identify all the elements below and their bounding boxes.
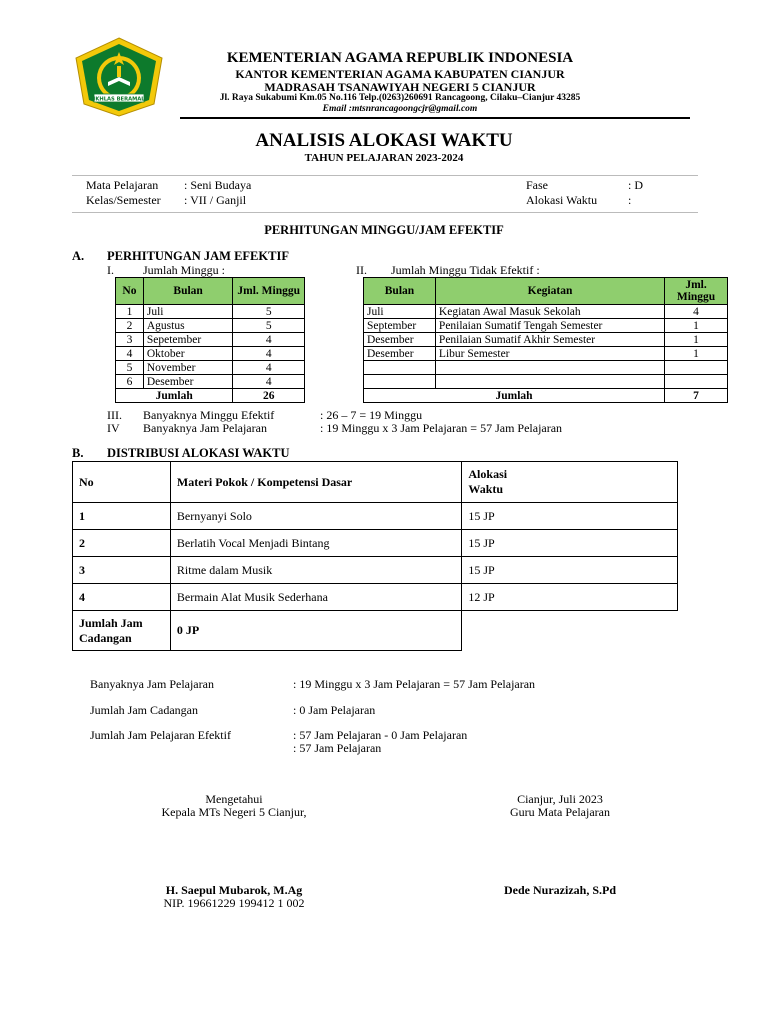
table-row (364, 375, 728, 389)
cell-minggu (665, 375, 728, 389)
minggu-tidak-efektif-table (363, 277, 728, 403)
cell-minggu: 4 (665, 305, 728, 319)
sign-left-line2: Kepala MTs Negeri 5 Cianjur, (161, 805, 307, 819)
cell-no: 1 (116, 305, 144, 319)
table-total-row (364, 389, 728, 403)
table-row (364, 361, 728, 375)
table-row (364, 305, 728, 319)
cell-minggu: 4 (233, 347, 305, 361)
header-materi: Materi Pokok / Kompetensi Dasar (170, 462, 461, 503)
table-row (116, 361, 305, 375)
cell-bulan: Juli (143, 305, 233, 319)
table-row (116, 319, 305, 333)
cell-bulan: Oktober (143, 347, 233, 361)
cadangan-label (73, 611, 171, 651)
summary-cadangan-label: Jumlah Jam Cadangan (90, 703, 198, 717)
table-row (73, 584, 678, 611)
header-alokasi-line1: Alokasi (468, 467, 508, 481)
table-row (364, 333, 728, 347)
cell-bulan: November (143, 361, 233, 375)
table-row (116, 305, 305, 319)
cell-materi: Bernyanyi Solo (170, 503, 461, 530)
cell-no: 4 (73, 584, 171, 611)
iv-num: IV (107, 421, 120, 435)
cell-bulan (364, 361, 436, 375)
total-label: Jumlah (364, 389, 665, 403)
kelas-value: : VII / Ganjil (184, 193, 247, 207)
cell-kegiatan (435, 361, 664, 375)
cell-minggu: 1 (665, 347, 728, 361)
cell-waktu: 12 JP (462, 584, 678, 611)
cell-minggu (665, 361, 728, 375)
mapel-value: : Seni Budaya (184, 178, 252, 192)
summary-banyak-value: : 19 Minggu x 3 Jam Pelajaran = 57 Jam Pelajaran (293, 677, 536, 691)
cadangan-label-line2: Cadangan (79, 630, 132, 645)
section-b-letter: B. (72, 446, 84, 460)
cell-no: 2 (73, 530, 171, 557)
summary-cadangan-value: : 0 Jam Pelajaran (293, 703, 376, 717)
section-heading: PERHITUNGAN MINGGU/JAM EFEKTIF (264, 223, 504, 237)
cell-no: 5 (116, 361, 144, 375)
table-row (73, 503, 678, 530)
sign-right-line2: Guru Mata Pelajaran (510, 805, 610, 819)
table-total-row (116, 389, 305, 403)
cell-minggu: 5 (233, 319, 305, 333)
table-header-row (364, 278, 728, 305)
cell-kegiatan: Libur Semester (435, 347, 664, 361)
cell-bulan: Desember (364, 347, 436, 361)
cell-minggu: 4 (233, 361, 305, 375)
table-header-row (73, 462, 678, 503)
cell-kegiatan: Kegiatan Awal Masuk Sekolah (435, 305, 664, 319)
cell-materi: Ritme dalam Musik (170, 557, 461, 584)
kelas-label: Kelas/Semester (86, 193, 161, 207)
document-subtitle: TAHUN PELAJARAN 2023-2024 (304, 152, 464, 164)
cell-materi: Berlatih Vocal Menjadi Bintang (170, 530, 461, 557)
jumlah-minggu-table (115, 277, 305, 403)
school-address: Jl. Raya Sukabumi Km.05 No.116 Telp.(0263)260691 Rancagoong, Cilaku–Cianjur 43285 (219, 93, 581, 103)
total-label: Jumlah (116, 389, 233, 403)
section-a-title: PERHITUNGAN JAM EFEKTIF (107, 249, 289, 263)
cell-bulan: Agustus (143, 319, 233, 333)
sub1-title: Jumlah Minggu : (143, 263, 226, 277)
table-row (116, 375, 305, 389)
cell-kegiatan (435, 375, 664, 389)
cell-materi: Bermain Alat Musik Sederhana (170, 584, 461, 611)
cell-minggu: 1 (665, 333, 728, 347)
sub1-num: I. (107, 263, 114, 277)
total-value: 7 (665, 389, 728, 403)
iv-label: Banyaknya Jam Pelajaran (143, 421, 267, 435)
cell-no: 3 (73, 557, 171, 584)
alokasi-label: Alokasi Waktu (526, 193, 598, 207)
iii-num: III. (107, 408, 122, 422)
cell-bulan: Sepetember (143, 333, 233, 347)
cell-no: 3 (116, 333, 144, 347)
header-bulan: Bulan (143, 278, 233, 305)
cell-no: 4 (116, 347, 144, 361)
header-bulan: Bulan (364, 278, 436, 305)
table-row (73, 557, 678, 584)
fase-value: : D (628, 178, 643, 192)
kemenag-logo (70, 36, 168, 118)
header-no: No (116, 278, 144, 305)
table-row (364, 319, 728, 333)
cell-bulan: Desember (364, 333, 436, 347)
sub2-title: Jumlah Minggu Tidak Efektif : (391, 263, 540, 277)
header-jml-minggu: Jml. Minggu (665, 278, 728, 305)
cadangan-value: 0 JP (170, 611, 461, 651)
identity-box (72, 175, 698, 213)
cell-no: 6 (116, 375, 144, 389)
cell-minggu: 4 (233, 333, 305, 347)
office-name: KANTOR KEMENTERIAN AGAMA KABUPATEN CIANJUR (235, 67, 565, 81)
header-divider (180, 117, 690, 119)
cell-minggu: 4 (233, 375, 305, 389)
cell-no: 2 (116, 319, 144, 333)
fase-label: Fase (526, 178, 548, 192)
header-alokasi (462, 462, 678, 503)
table-row (364, 347, 728, 361)
logo-motto: IKHLAS BERAMAL (93, 96, 145, 103)
mapel-label: Mata Pelajaran (86, 178, 159, 192)
section-a-letter: A. (72, 249, 85, 263)
sign-right-line1: Cianjur, Juli 2023 (517, 792, 603, 806)
school-name: MADRASAH TSANAWIYAH NEGERI 5 CIANJUR (264, 80, 536, 94)
sign-left-nip: NIP. 19661229 199412 1 002 (163, 896, 305, 910)
cell-no: 1 (73, 503, 171, 530)
table-header-row (116, 278, 305, 305)
cell-kegiatan: Penilaian Sumatif Akhir Semester (435, 333, 664, 347)
cell-bulan: Desember (143, 375, 233, 389)
cell-bulan (364, 375, 436, 389)
cadangan-label-line1: Jumlah Jam (79, 615, 143, 630)
header-alokasi-line2: Waktu (468, 482, 504, 496)
summary-efektif-value-2: : 57 Jam Pelajaran (293, 741, 382, 755)
sign-right-name: Dede Nurazizah, S.Pd (504, 883, 616, 897)
cell-bulan: September (364, 319, 436, 333)
empty-cell (462, 611, 678, 651)
document-title: ANALISIS ALOKASI WAKTU (255, 130, 513, 151)
ministry-name: KEMENTERIAN AGAMA REPUBLIK INDONESIA (226, 50, 574, 66)
header-jml-minggu: Jml. Minggu (233, 278, 305, 305)
cell-minggu: 1 (665, 319, 728, 333)
iii-value: : 26 – 7 = 19 Minggu (320, 408, 423, 422)
total-value: 26 (233, 389, 305, 403)
cell-waktu: 15 JP (462, 503, 678, 530)
header-no: No (73, 462, 171, 503)
summary-banyak-label: Banyaknya Jam Pelajaran (90, 677, 214, 691)
cadangan-row (73, 611, 678, 651)
sign-left-name: H. Saepul Mubarok, M.Ag (165, 883, 303, 897)
alokasi-value: : (628, 193, 632, 207)
distribusi-table (72, 461, 678, 651)
summary-efektif-label: Jumlah Jam Pelajaran Efektif (90, 728, 231, 742)
summary-efektif-value-1: : 57 Jam Pelajaran - 0 Jam Pelajaran (293, 728, 468, 742)
sign-left-line1: Mengetahui (205, 792, 263, 806)
header-kegiatan: Kegiatan (435, 278, 664, 305)
cell-bulan: Juli (364, 305, 436, 319)
sub2-num: II. (356, 263, 367, 277)
cell-waktu: 15 JP (462, 530, 678, 557)
school-email: Email :mtsnrancagoongcjr@gmail.com (322, 104, 478, 114)
iv-value: : 19 Minggu x 3 Jam Pelajaran = 57 Jam Pelajaran (320, 421, 563, 435)
section-b-title: DISTRIBUSI ALOKASI WAKTU (107, 446, 290, 460)
cell-kegiatan: Penilaian Sumatif Tengah Semester (435, 319, 664, 333)
table-row (116, 347, 305, 361)
iii-label: Banyaknya Minggu Efektif (143, 408, 275, 422)
table-row (73, 530, 678, 557)
cell-waktu: 15 JP (462, 557, 678, 584)
cell-minggu: 5 (233, 305, 305, 319)
table-row (116, 333, 305, 347)
